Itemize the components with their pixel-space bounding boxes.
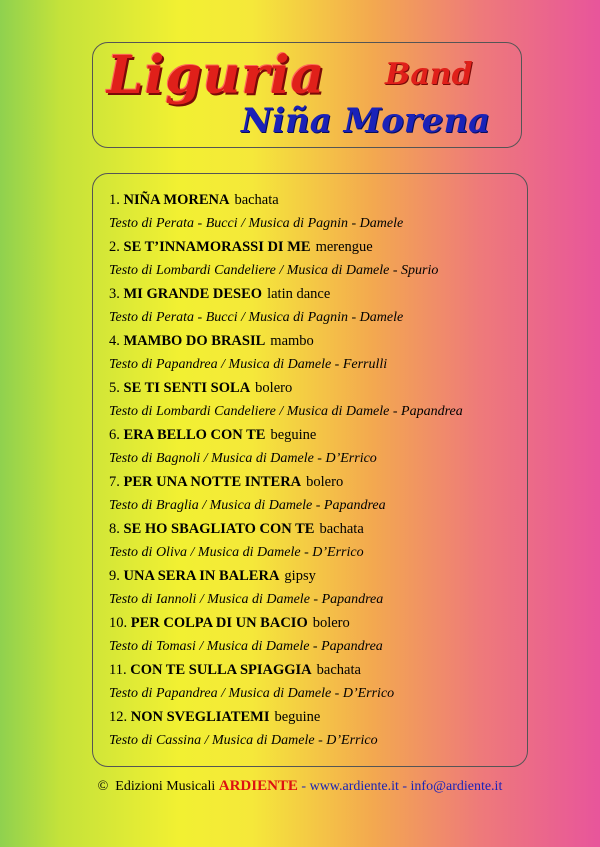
track-credit: Testo di Lombardi Candeliere / Musica di Damele - Papandrea [109,404,463,419]
footer [0,778,600,795]
album-title: Niña Morena [241,101,491,141]
track-genre: bolero [306,474,344,490]
track-title: CON TE SULLA SPIAGGIA [130,662,312,678]
track-genre: bachata [319,521,364,537]
track-title: NON SVEGLIATEMI [130,709,270,725]
track-item [109,423,527,470]
track-genre: bolero [312,615,350,631]
copyright-icon: © [97,779,109,794]
track-genre: beguine [270,427,317,443]
publisher-brand: ARDIENTE [218,778,298,794]
track-genre: latin dance [267,286,331,302]
track-heading [109,470,527,494]
track-heading [109,188,527,212]
track-genre: gipsy [284,568,316,584]
track-heading [109,376,527,400]
publisher-prefix: Edizioni Musicali [115,779,216,794]
track-credit: Testo di Papandrea / Musica di Damele - D’Errico [109,686,395,701]
track-number: 7. [109,474,120,490]
track-title: PER UNA NOTTE INTERA [123,474,302,490]
track-item [109,470,527,517]
track-item [109,188,527,235]
track-item [109,235,527,282]
contact-links[interactable]: - www.ardiente.it - info@ardiente.it [301,779,503,794]
track-item [109,329,527,376]
track-genre: bachata [316,662,361,678]
track-credit: Testo di Perata - Bucci / Musica di Pagnin - Damele [109,310,404,325]
track-credit: Testo di Iannoli / Musica di Damele - Papandrea [109,592,384,607]
track-heading [109,423,527,447]
track-heading [109,235,527,259]
track-title: MAMBO DO BRASIL [123,333,266,349]
track-item [109,564,527,611]
track-title: ERA BELLO CON TE [123,427,266,443]
track-number: 11. [109,662,127,678]
track-number: 8. [109,521,120,537]
track-credit: Testo di Bagnoli / Musica di Damele - D’Errico [109,451,377,466]
track-credit: Testo di Tomasi / Musica di Damele - Papandrea [109,639,383,654]
track-credit: Testo di Oliva / Musica di Damele - D’Errico [109,545,364,560]
track-item [109,376,527,423]
track-credit: Testo di Lombardi Candeliere / Musica di Damele - Spurio [109,263,439,278]
track-credit: Testo di Braglia / Musica di Damele - Papandrea [109,498,386,513]
track-genre: bachata [234,192,279,208]
track-title: UNA SERA IN BALERA [123,568,280,584]
track-title: SE HO SBAGLIATO CON TE [123,521,315,537]
track-title: MI GRANDE DESEO [123,286,263,302]
track-heading [109,282,527,306]
track-number: 3. [109,286,120,302]
track-heading [109,564,527,588]
track-genre: bolero [255,380,293,396]
tracklist-panel [92,173,528,767]
track-credit: Testo di Papandrea / Musica di Damele - Ferrulli [109,357,388,372]
track-number: 1. [109,192,120,208]
track-number: 12. [109,709,128,725]
title-panel [92,42,522,148]
track-number: 10. [109,615,128,631]
track-genre: beguine [274,709,321,725]
track-heading [109,517,527,541]
logo-band: Band [385,57,473,92]
track-item [109,658,527,705]
track-credit: Testo di Perata - Bucci / Musica di Pagnin - Damele [109,216,404,231]
logo-liguria: Liguria [107,45,326,106]
track-title: SE T’INNAMORASSI DI ME [123,239,311,255]
track-heading [109,705,527,729]
track-item [109,282,527,329]
track-number: 5. [109,380,120,396]
track-item [109,705,527,752]
track-heading [109,658,527,682]
track-heading [109,329,527,353]
track-genre: mambo [270,333,314,349]
track-number: 9. [109,568,120,584]
track-heading [109,611,527,635]
track-title: PER COLPA DI UN BACIO [130,615,308,631]
track-number: 6. [109,427,120,443]
track-item [109,517,527,564]
track-title: NIÑA MORENA [123,192,230,208]
track-credit: Testo di Cassina / Musica di Damele - D’Errico [109,733,378,748]
track-genre: merengue [315,239,373,255]
track-item [109,611,527,658]
track-number: 4. [109,333,120,349]
track-title: SE TI SENTI SOLA [123,380,251,396]
track-number: 2. [109,239,120,255]
